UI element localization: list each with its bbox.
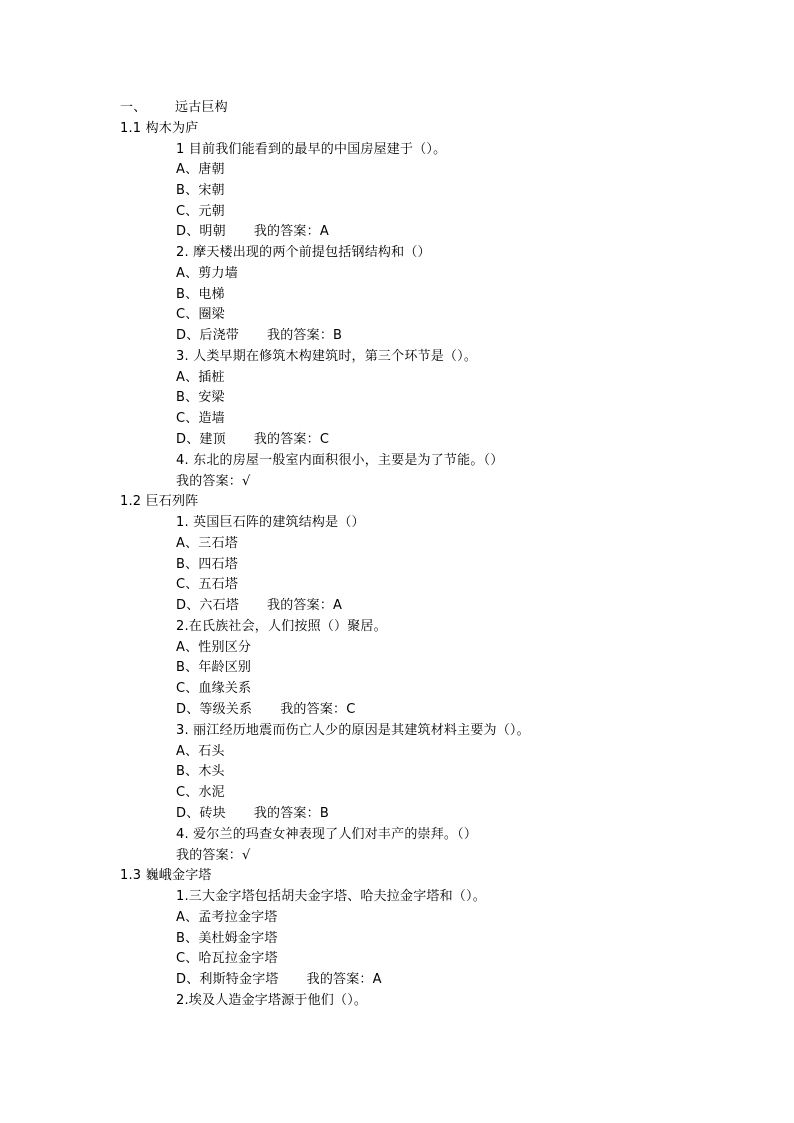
option: A、三石塔 [176,536,238,551]
option: B、四石塔 [176,557,238,572]
option: B、电梯 [176,287,225,302]
question-stem: 4. 东北的房屋一般室内面积很小，主要是为了节能。（） [176,453,504,468]
my-answer: 我的答案：A [267,598,343,613]
option-with-answer [176,596,342,616]
option: D、建顶 [176,432,226,447]
option: C、造墙 [176,411,225,426]
option-with-answer [176,970,382,990]
question-stem: 4. 爱尔兰的玛查女神表现了人们对丰产的崇拜。（） [176,827,478,842]
my-answer: 我的答案：B [267,328,343,343]
option-with-answer [176,804,329,824]
section-title: 1.2 巨石列阵 [120,494,199,509]
section-title: 1.1 构木为庐 [120,121,199,136]
option: D、等级关系 [176,702,253,717]
option: B、木头 [176,764,225,779]
option-with-answer [176,326,342,346]
option: D、明朝 [176,224,226,239]
section-title: 1.3 巍峨金字塔 [120,868,212,883]
option: D、后浇带 [176,328,240,343]
option: B、美杜姆金字塔 [176,931,278,946]
option-with-answer [176,222,329,242]
option: B、年龄区别 [176,660,252,675]
question-stem: 2. 摩天楼出现的两个前提包括钢结构和（） [176,245,431,260]
my-answer: 我的答案：C [253,432,330,447]
question-stem: 2.在氏族社会，人们按照（）聚居。 [176,619,387,634]
my-answer: 我的答案：C [280,702,356,717]
option: C、哈瓦拉金字塔 [176,951,278,966]
option: B、宋朝 [176,183,225,198]
option: C、元朝 [176,204,225,219]
option: A、孟考拉金字塔 [176,910,278,925]
question-stem: 2.埃及人造金字塔源于他们（）。 [176,993,368,1008]
my-answer: 我的答案：B [253,806,329,821]
option: C、水泥 [176,785,225,800]
my-answer: 我的答案：A [253,224,329,239]
heading-number: 一、 [120,100,147,115]
option-with-answer [176,430,329,450]
option: D、砖块 [176,806,226,821]
question-stem: 1.三大金字塔包括胡夫金字塔、哈夫拉金字塔和（）。 [176,889,486,904]
option: A、剪力墙 [176,266,238,281]
question-stem: 1. 英国巨石阵的建筑结构是（） [176,515,365,530]
option: D、利斯特金字塔 [176,972,279,987]
option: C、五石塔 [176,577,239,592]
option: A、插桩 [176,370,225,385]
option: A、性别区分 [176,640,252,655]
option: C、血缘关系 [176,681,252,696]
question-stem: 3. 丽江经历地震而伤亡人少的原因是其建筑材料主要为（）。 [176,723,530,738]
option: A、唐朝 [176,162,225,177]
option: D、六石塔 [176,598,240,613]
option: A、石头 [176,744,225,759]
my-answer: 我的答案：√ [176,474,251,489]
option: B、安梁 [176,390,225,405]
question-stem: 1 目前我们能看到的最早的中国房屋建于（）。 [176,142,447,157]
option-with-answer [176,700,356,720]
my-answer: 我的答案：√ [176,848,251,863]
question-stem: 3. 人类早期在修筑木构建筑时，第三个环节是（）。 [176,349,478,364]
option: C、圈梁 [176,307,225,322]
heading-title: 远古巨构 [175,100,228,115]
my-answer: 我的答案：A [306,972,382,987]
